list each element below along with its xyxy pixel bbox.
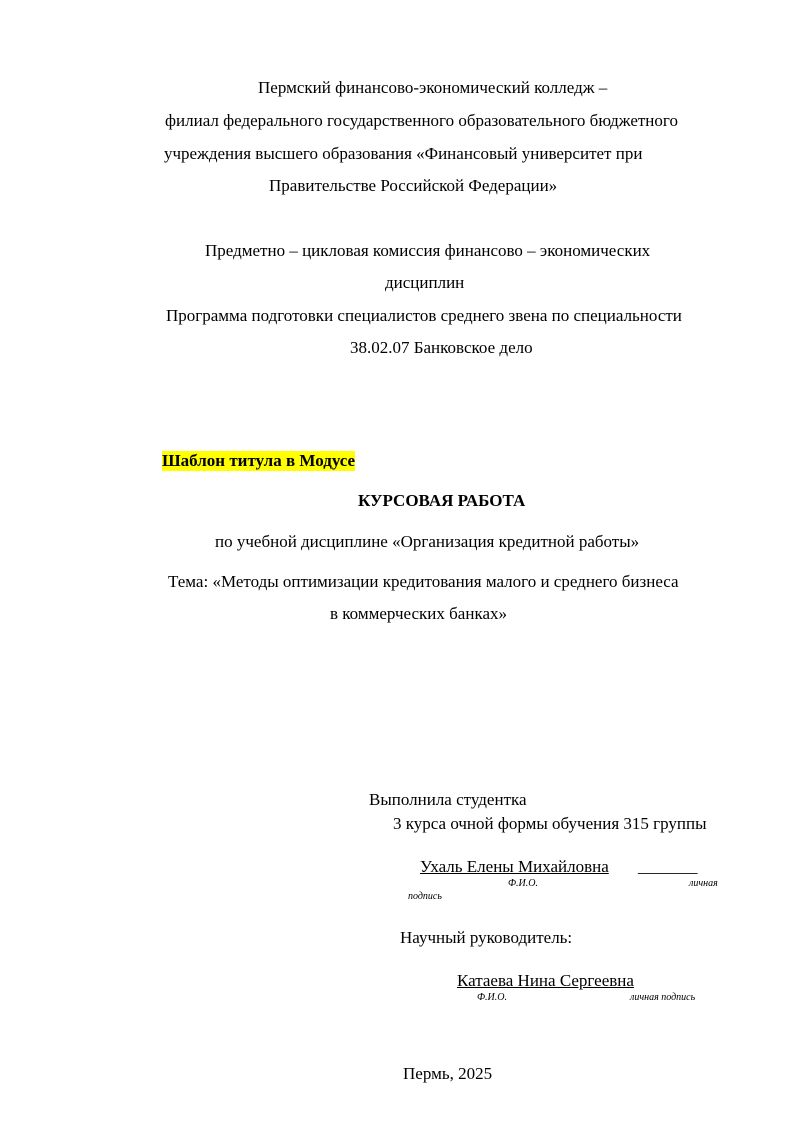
- supervisor-signature-caption: личная подпись: [630, 992, 696, 1003]
- student-label: Выполнила студентка: [369, 790, 527, 809]
- template-note: Шаблон титула в Модусе: [162, 451, 356, 470]
- student-signature-caption-1: личная: [689, 878, 718, 889]
- commission-line-2: дисциплин: [385, 273, 465, 292]
- college-name-line-4: Правительстве Российской Федерации»: [269, 176, 558, 195]
- discipline-line: по учебной дисциплине «Организация кредитной работы»: [215, 532, 640, 551]
- college-name-line-1: Пермский финансово-экономический колледж –: [258, 78, 608, 97]
- supervisor-fio-caption: Ф.И.О.: [477, 992, 507, 1003]
- supervisor-label: Научный руководитель:: [400, 928, 573, 947]
- college-name-line-2: филиал федерального государственного образовательного бюджетного: [165, 111, 678, 130]
- work-title: КУРСОВАЯ РАБОТА: [358, 491, 526, 510]
- student-course-line: 3 курса очной формы обучения 315 группы: [393, 814, 707, 833]
- topic-line-2: в коммерческих банках»: [330, 604, 507, 623]
- topic-line-1: Тема: «Методы оптимизации кредитования малого и среднего бизнеса: [168, 572, 679, 591]
- program-line: Программа подготовки специалистов среднего звена по специальности: [166, 306, 682, 325]
- specialty-line: 38.02.07 Банковское дело: [350, 338, 533, 357]
- student-signature-blank: _______: [638, 857, 698, 876]
- city-year: Пермь, 2025: [403, 1064, 493, 1083]
- college-name-line-3: учреждения высшего образования «Финансовый университет при: [164, 144, 643, 163]
- supervisor-name: Катаева Нина Сергеевна: [457, 971, 634, 990]
- student-fio-caption: Ф.И.О.: [508, 878, 538, 889]
- commission-line-1: Предметно – цикловая комиссия финансово – экономических: [205, 241, 651, 260]
- student-name: Ухаль Елены Михайловна: [420, 857, 609, 876]
- student-signature-caption-2: подпись: [408, 891, 442, 902]
